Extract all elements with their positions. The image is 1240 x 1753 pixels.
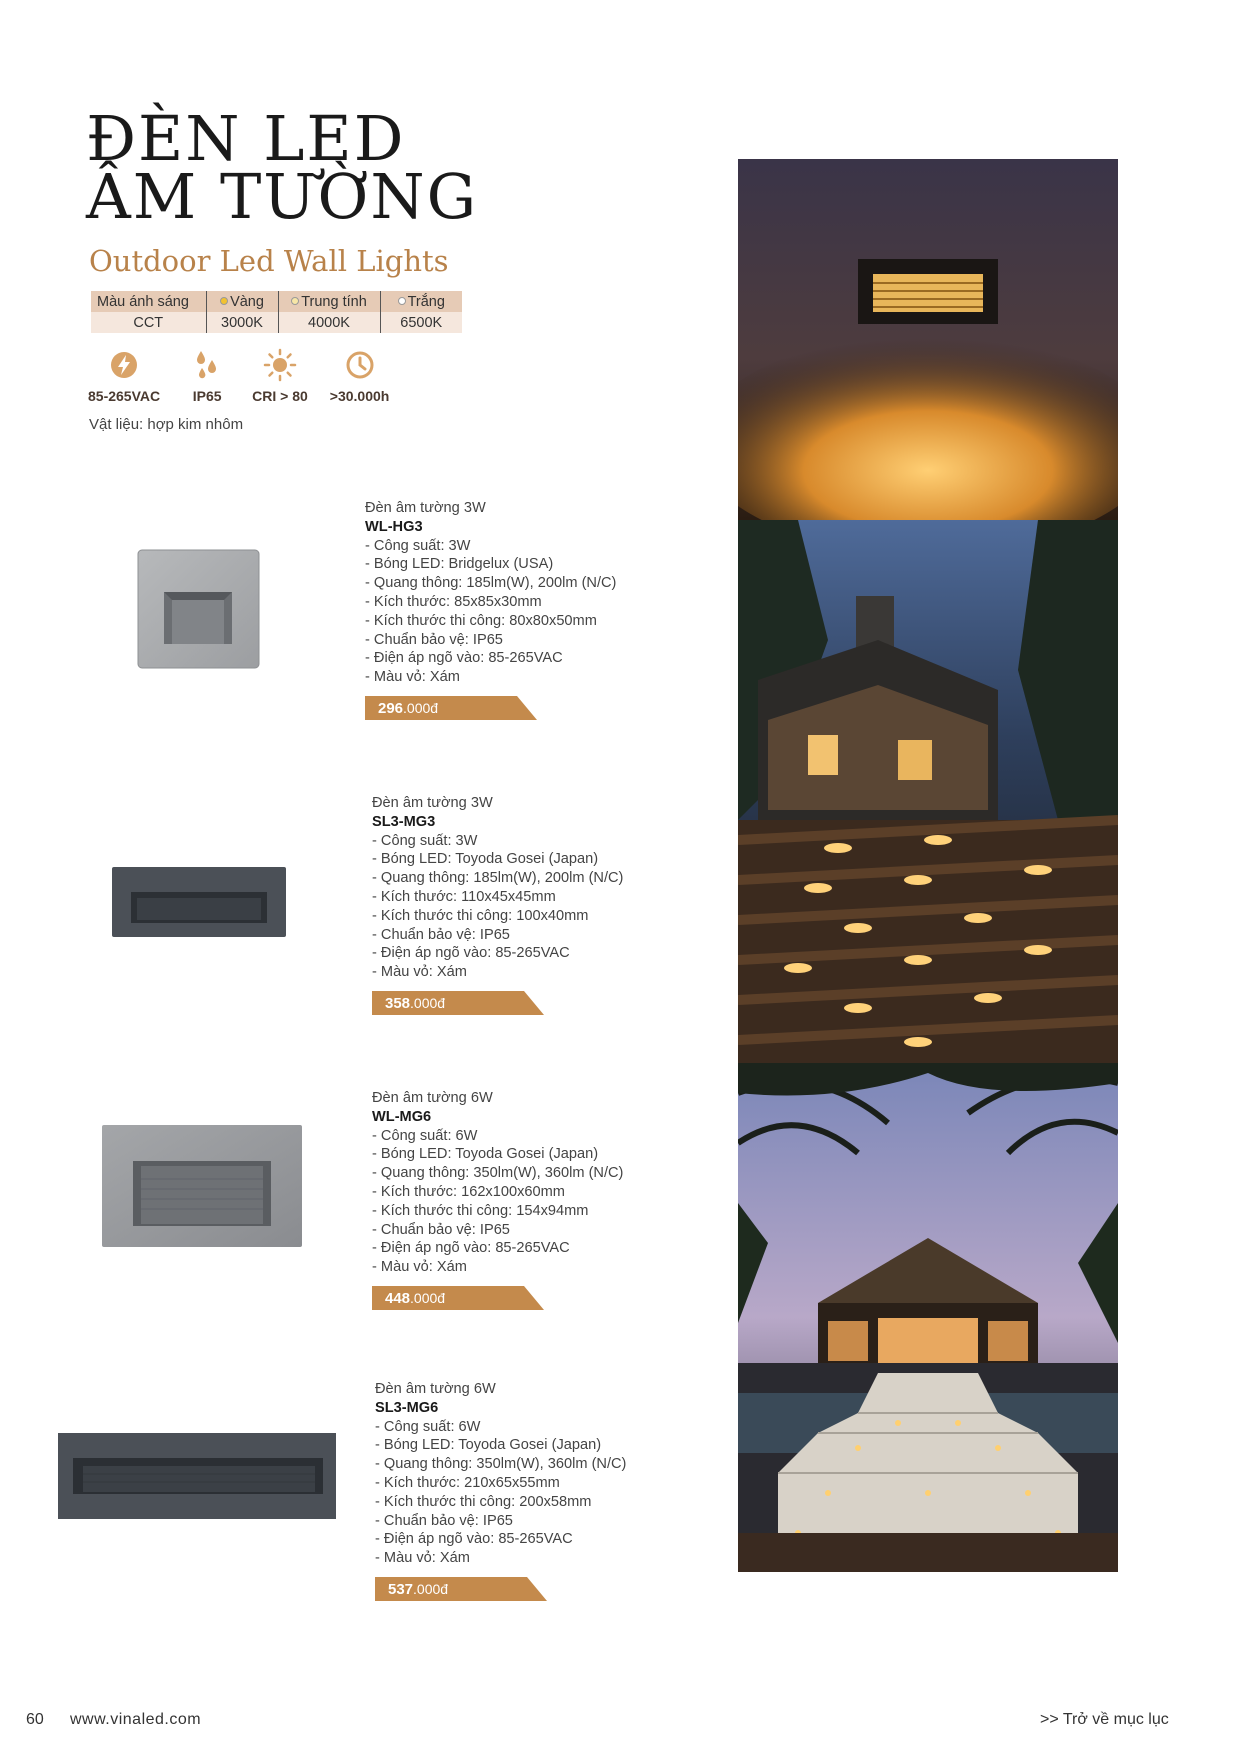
spec-line: - Chuẩn bảo vệ: IP65 <box>365 631 503 648</box>
website-link[interactable]: www.vinaled.com <box>70 1711 202 1728</box>
color-dot-white-icon <box>398 297 406 305</box>
spec-line: - Kích thước: 210x65x55mm <box>375 1474 560 1491</box>
cct-option-name: Vàng <box>230 293 264 310</box>
sun-icon <box>263 348 297 382</box>
page-title <box>86 102 479 233</box>
spec-line: - Kích thước thi công: 80x80x50mm <box>365 612 597 629</box>
product-code: WL-MG6 <box>372 1108 432 1125</box>
product-wl-mg6 <box>372 1089 623 1310</box>
cct-row-label: Màu ánh sáng <box>91 291 206 312</box>
price-value: 296 <box>378 699 404 717</box>
spec-line: - Công suất: 6W <box>372 1127 478 1144</box>
color-dot-warm-icon <box>220 297 228 305</box>
spec-line: - Kích thước: 85x85x30mm <box>365 593 542 610</box>
spec-line: - Quang thông: 185lm(W), 200lm (N/C) <box>365 575 617 592</box>
cct-value: 4000K <box>278 312 380 333</box>
title-line-1: ĐÈN LED <box>86 102 406 175</box>
spec-line: - Bóng LED: Bridgelux (USA) <box>365 556 554 573</box>
product-sl3-mg6 <box>375 1380 626 1601</box>
product-name: Đèn âm tường 3W <box>372 795 493 811</box>
spec-line: - Chuẩn bảo vệ: IP65 <box>375 1512 513 1529</box>
spec-line: - Kích thước thi công: 100x40mm <box>372 907 589 924</box>
spec-voltage <box>88 348 160 404</box>
product-name: Đèn âm tường 3W <box>365 500 486 516</box>
water-drop-icon <box>190 348 224 382</box>
spec-line: - Màu vỏ: Xám <box>375 1550 470 1567</box>
back-to-contents-link[interactable]: >> Trở về mục lục <box>1040 1711 1169 1728</box>
price-tag <box>372 991 544 1015</box>
spec-line: - Chuẩn bảo vệ: IP65 <box>372 926 510 943</box>
product-code: SL3-MG3 <box>372 813 436 830</box>
spec-line: - Công suất: 3W <box>365 537 471 554</box>
cct-option-name: Trắng <box>407 293 445 310</box>
spec-icons-row <box>88 348 411 404</box>
spec-label: >30.000h <box>329 388 390 404</box>
photo-tropical-pavilion <box>738 1063 1118 1572</box>
spec-line: - Màu vỏ: Xám <box>365 669 460 686</box>
product-wl-hg3 <box>365 499 616 720</box>
product-image-wl-mg6 <box>101 1124 303 1248</box>
spec-line: - Bóng LED: Toyoda Gosei (Japan) <box>375 1437 602 1454</box>
product-name: Đèn âm tường 6W <box>372 1090 493 1106</box>
spec-label: CRI > 80 <box>252 388 308 404</box>
spec-line: - Kích thước thi công: 200x58mm <box>375 1493 592 1510</box>
price-tag <box>372 1286 544 1310</box>
spec-line: - Điện áp ngõ vào: 85-265VAC <box>372 945 570 962</box>
product-code: SL3-MG6 <box>375 1399 439 1416</box>
clock-icon <box>343 348 377 382</box>
photo-deck-stairs <box>738 520 1118 1063</box>
product-code: WL-HG3 <box>365 518 423 535</box>
spec-label: IP65 <box>192 388 222 404</box>
deck-stairs-scene-image <box>738 520 1118 1063</box>
material-note: Vật liệu: hợp kim nhôm <box>89 416 244 433</box>
spec-line: - Công suất: 3W <box>372 832 478 849</box>
spec-line: - Bóng LED: Toyoda Gosei (Japan) <box>372 1146 599 1163</box>
page-subtitle: Outdoor Led Wall Lights <box>89 244 449 278</box>
product-image-sl3-mg6 <box>57 1432 337 1520</box>
price-suffix: .000đ <box>410 1289 446 1306</box>
price-suffix: .000đ <box>410 994 446 1011</box>
spec-line: - Công suất: 6W <box>375 1418 481 1435</box>
spec-line: - Màu vỏ: Xám <box>372 1259 467 1276</box>
cct-value: 3000K <box>206 312 278 333</box>
spec-line: - Chuẩn bảo vệ: IP65 <box>372 1221 510 1238</box>
spec-line: - Kích thước: 110x45x45mm <box>372 888 556 905</box>
spec-line: - Điện áp ngõ vào: 85-265VAC <box>375 1531 573 1548</box>
spec-line: - Bóng LED: Toyoda Gosei (Japan) <box>372 851 599 868</box>
spec-lifetime <box>330 348 390 404</box>
pavilion-scene-image <box>738 1063 1118 1572</box>
photo-wall-light-closeup <box>738 159 1118 520</box>
product-sl3-mg3 <box>372 794 623 1015</box>
spec-line: - Điện áp ngõ vào: 85-265VAC <box>365 650 563 667</box>
spec-line: - Quang thông: 350lm(W), 360lm (N/C) <box>375 1456 627 1473</box>
price-value: 358 <box>385 994 411 1012</box>
price-suffix: .000đ <box>403 699 439 716</box>
cct-table <box>91 291 462 333</box>
spec-line: - Kích thước: 162x100x60mm <box>372 1183 565 1200</box>
wall-light-glow-image <box>738 159 1118 520</box>
price-value: 537 <box>388 1580 414 1598</box>
spec-label: 85-265VAC <box>88 388 161 404</box>
cct-label: CCT <box>91 312 206 333</box>
page-number: 60 <box>26 1711 44 1728</box>
title-line-2: ÂM TƯỜNG <box>86 160 479 233</box>
lightning-icon <box>107 348 141 382</box>
spec-line: - Kích thước thi công: 154x94mm <box>372 1202 589 1219</box>
cct-option-name: Trung tính <box>301 293 367 310</box>
product-name: Đèn âm tường 6W <box>375 1381 496 1397</box>
price-suffix: .000đ <box>413 1580 449 1597</box>
spec-line: - Màu vỏ: Xám <box>372 964 467 981</box>
product-image-sl3-mg3 <box>111 866 287 938</box>
spec-line: - Quang thông: 185lm(W), 200lm (N/C) <box>372 870 624 887</box>
spec-line: - Điện áp ngõ vào: 85-265VAC <box>372 1240 570 1257</box>
color-dot-neutral-icon <box>291 297 299 305</box>
spec-ip <box>190 348 224 404</box>
price-tag <box>365 696 537 720</box>
spec-cri <box>252 348 308 404</box>
spec-line: - Quang thông: 350lm(W), 360lm (N/C) <box>372 1165 624 1182</box>
price-tag <box>375 1577 547 1601</box>
price-value: 448 <box>385 1289 411 1307</box>
cct-value: 6500K <box>380 312 462 333</box>
product-image-wl-hg3 <box>136 548 262 670</box>
